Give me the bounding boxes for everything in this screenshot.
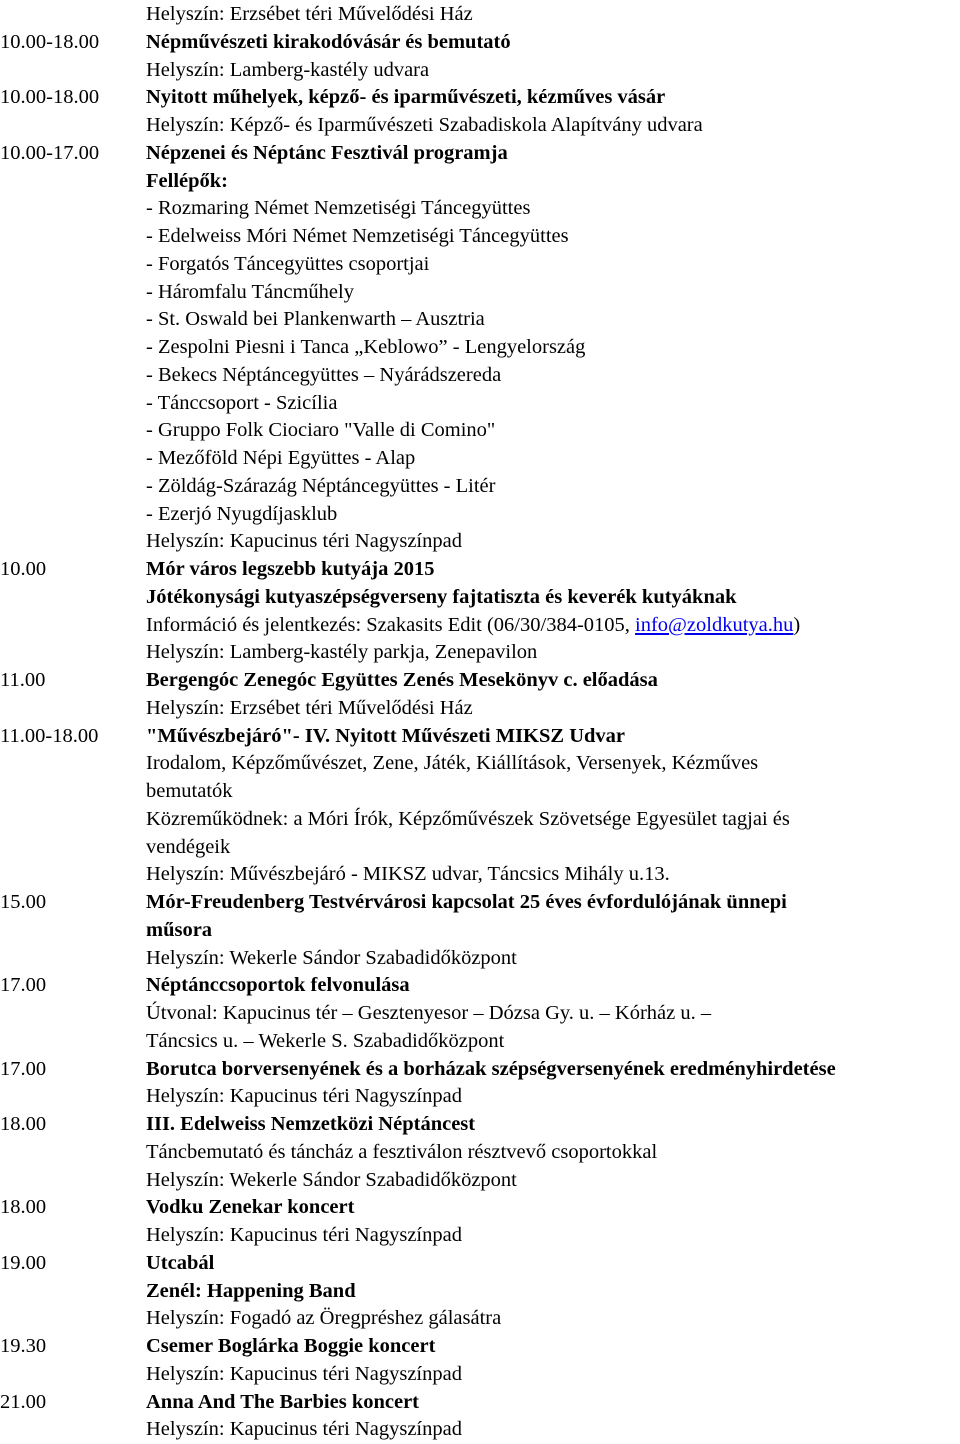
event-time: 17.00 — [0, 1057, 47, 1080]
event-detail: Közreműködnek: a Móri Írók, Képzőművészek Szövetsége Egyesület tagjai és — [146, 807, 790, 830]
event-detail: - Gruppo Folk Ciociaro "Valle di Comino" — [146, 419, 496, 442]
event-detail: Helyszín: Wekerle Sándor Szabadidőközpont — [146, 946, 517, 969]
event-detail: Helyszín: Kapucinus téri Nagyszínpad — [146, 1418, 462, 1441]
event-detail: Helyszín: Kapucinus téri Nagyszínpad — [146, 530, 462, 553]
event-detail: Útvonal: Kapucinus tér – Gesztenyesor – Dózsa Gy. u. – Kórház u. – — [146, 1002, 712, 1024]
event-detail: Helyszín: Erzsébet téri Művelődési Ház — [146, 696, 473, 719]
event-time: 19.30 — [0, 1335, 47, 1357]
event-detail: vendégeik — [146, 835, 231, 858]
event-time: 19.00 — [0, 1251, 47, 1274]
event-time: 11.00-18.00 — [0, 724, 99, 747]
event-time: 10.00-18.00 — [0, 30, 100, 53]
event-title: Anna And The Barbies koncert — [146, 1390, 420, 1413]
event-title: Zenél: Happening Band — [146, 1279, 356, 1302]
event-detail: Helyszín: Kapucinus téri Nagyszínpad — [146, 1085, 462, 1108]
event-time: 10.00-17.00 — [0, 141, 100, 164]
event-detail: Irodalom, Képzőművészet, Zene, Játék, Kiállítások, Versenyek, Kézműves — [146, 752, 759, 775]
event-detail: Információ és jelentkezés: Szakasits Edit (06/30/384-0105, info@zoldkutya.hu) — [146, 613, 801, 636]
event-title: Mór-Freudenberg Testvérvárosi kapcsolat 25 éves évfordulójának ünnepi — [146, 891, 787, 913]
event-title: Népművészeti kirakodóvásár és bemutató — [146, 30, 511, 53]
event-detail: - St. Oswald bei Plankenwarth – Ausztria — [146, 308, 485, 331]
event-time: 21.00 — [0, 1390, 47, 1413]
event-detail: Helyszín: Fogadó az Öregpréshez gálasátra — [146, 1307, 502, 1330]
event-detail: - Edelweiss Móri Német Nemzetiségi Táncegyüttes — [146, 225, 569, 247]
event-title: Néptánccsoportok felvonulása — [146, 974, 410, 997]
event-detail: Helyszín: Wekerle Sándor Szabadidőközpont — [146, 1168, 517, 1191]
event-time: 10.00-18.00 — [0, 86, 100, 109]
event-title: "Művészbejáró"- IV. Nyitott Művészeti MIKSZ Udvar — [146, 724, 626, 747]
event-title: Fellépők: — [146, 169, 228, 192]
email-link[interactable]: info@zoldkutya.hu — [635, 613, 794, 636]
event-title: Bergengóc Zenegóc Együttes Zenés Mesekönyv c. előadása — [146, 669, 658, 691]
event-detail: Helyszín: Lamberg-kastély udvara — [146, 58, 430, 81]
event-time: 18.00 — [0, 1113, 47, 1135]
event-detail: - Zespolni Piesni i Tanca „Keblowo” - Lengyelország — [146, 336, 586, 358]
event-detail: Helyszín: Művészbejáró - MIKSZ udvar, Táncsics Mihály u.13. — [146, 863, 670, 886]
event-detail: Táncsics u. – Wekerle S. Szabadidőközpont — [146, 1029, 505, 1052]
event-detail: - Ezerjó Nyugdíjasklub — [146, 502, 338, 525]
event-detail: - Forgatós Táncegyüttes csoportjai — [146, 252, 430, 275]
event-detail: Helyszín: Kapucinus téri Nagyszínpad — [146, 1224, 462, 1246]
event-title: Vodku Zenekar koncert — [146, 1196, 355, 1219]
event-detail: - Rozmaring Német Nemzetiségi Táncegyüttes — [146, 197, 531, 220]
event-time: 10.00 — [0, 558, 47, 580]
event-detail: Táncbemutató és táncház a fesztiválon résztvevő csoportokkal — [146, 1140, 658, 1163]
event-detail: Helyszín: Lamberg-kastély parkja, Zenepavilon — [146, 641, 538, 664]
event-detail: - Tánccsoport - Szicília — [146, 391, 338, 414]
event-title: III. Edelweiss Nemzetközi Néptáncest — [146, 1113, 476, 1135]
event-title: műsora — [146, 918, 213, 941]
event-detail: bemutatók — [146, 780, 233, 802]
event-detail: - Bekecs Néptáncegyüttes – Nyárádszereda — [146, 363, 502, 386]
event-time: 15.00 — [0, 891, 47, 913]
event-detail: - Mezőföld Népi Együttes - Alap — [146, 447, 416, 469]
event-title: Népzenei és Néptánc Fesztivál programja — [146, 141, 508, 164]
event-detail: - Háromfalu Táncműhely — [146, 280, 354, 303]
event-title: Nyitott műhelyek, képző- és iparművészeti, kézműves vásár — [146, 86, 666, 109]
event-title: Csemer Boglárka Boggie koncert — [146, 1335, 436, 1357]
event-title: Utcabál — [146, 1251, 215, 1274]
event-title: Jótékonysági kutyaszépségverseny fajtatiszta és keverék kutyáknak — [146, 585, 737, 608]
event-title: Borutca borversenyének és a borházak szépségversenyének eredményhirdetése — [146, 1057, 836, 1080]
event-time: 11.00 — [0, 669, 46, 691]
event-detail: Helyszín: Képző- és Iparművészeti Szabadiskola Alapítvány udvara — [146, 114, 703, 136]
event-detail: Helyszín: Erzsébet téri Művelődési Ház — [146, 3, 473, 25]
event-title: Mór város legszebb kutyája 2015 — [146, 558, 435, 580]
event-detail: Helyszín: Kapucinus téri Nagyszínpad — [146, 1362, 462, 1385]
event-time: 18.00 — [0, 1196, 47, 1219]
event-detail: - Zöldág-Szárazág Néptáncegyüttes - Litér — [146, 474, 496, 497]
event-time: 17.00 — [0, 974, 47, 997]
